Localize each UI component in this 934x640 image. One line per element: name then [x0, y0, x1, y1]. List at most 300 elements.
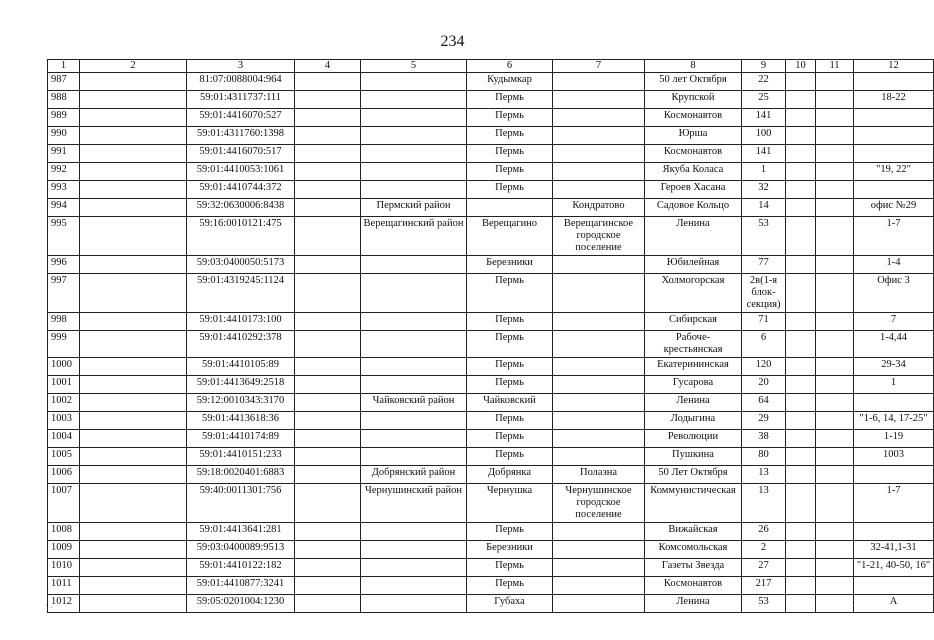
- table-cell: 13: [742, 466, 786, 484]
- table-cell: [361, 109, 467, 127]
- table-cell: [854, 394, 934, 412]
- table-cell: 1012: [48, 595, 80, 613]
- table-cell: 59:01:4311760:1398: [187, 127, 295, 145]
- table-cell: [786, 331, 816, 358]
- table-row: [48, 541, 934, 559]
- table-cell: 59:03:0400089:9513: [187, 541, 295, 559]
- table-cell: Ленина: [645, 394, 742, 412]
- table-row: [48, 466, 934, 484]
- table-cell: 141: [742, 109, 786, 127]
- table-cell: 990: [48, 127, 80, 145]
- column-header: 7: [553, 60, 645, 73]
- table-cell: Газеты Звезда: [645, 559, 742, 577]
- table-cell: 999: [48, 331, 80, 358]
- table-cell: [816, 430, 854, 448]
- table-cell: "1-6, 14, 17-25": [854, 412, 934, 430]
- table-cell: [553, 523, 645, 541]
- table-cell: 77: [742, 256, 786, 274]
- table-cell: [361, 274, 467, 313]
- table-cell: 59:01:4410174:89: [187, 430, 295, 448]
- table-cell: 1003: [854, 448, 934, 466]
- table-cell: Вижайская: [645, 523, 742, 541]
- table-cell: [295, 484, 361, 523]
- table-cell: 32-41,1-31: [854, 541, 934, 559]
- table-cell: 1007: [48, 484, 80, 523]
- column-header: 11: [816, 60, 854, 73]
- table-cell: Добрянский район: [361, 466, 467, 484]
- table-cell: Пермь: [467, 523, 553, 541]
- table-cell: [553, 313, 645, 331]
- table-row: [48, 430, 934, 448]
- table-cell: [361, 523, 467, 541]
- table-cell: [816, 145, 854, 163]
- table-row: [48, 331, 934, 358]
- column-header: 5: [361, 60, 467, 73]
- table-cell: [854, 577, 934, 595]
- table-cell: 59:01:4410151:233: [187, 448, 295, 466]
- table-cell: Пермь: [467, 559, 553, 577]
- table-cell: 2в(1-я блок-секция): [742, 274, 786, 313]
- table-cell: [80, 430, 187, 448]
- table-cell: 2: [742, 541, 786, 559]
- table-cell: [816, 73, 854, 91]
- table-row: [48, 484, 934, 523]
- table-cell: [80, 217, 187, 256]
- scan-noise: · .′: [45, 600, 55, 610]
- table-cell: 80: [742, 448, 786, 466]
- table-cell: 991: [48, 145, 80, 163]
- table-row: [48, 274, 934, 313]
- table-cell: 59:01:4416070:527: [187, 109, 295, 127]
- table-cell: [361, 331, 467, 358]
- table-cell: [786, 430, 816, 448]
- scan-noise: .: [852, 598, 855, 608]
- header-row: [48, 60, 934, 73]
- table-row: [48, 376, 934, 394]
- table-cell: [786, 181, 816, 199]
- table-cell: Пермь: [467, 331, 553, 358]
- table-cell: [80, 274, 187, 313]
- table-cell: [553, 181, 645, 199]
- table-cell: [553, 577, 645, 595]
- table-cell: 7: [854, 313, 934, 331]
- table-row: [48, 358, 934, 376]
- table-cell: [816, 331, 854, 358]
- table-row: [48, 145, 934, 163]
- table-cell: Крупской: [645, 91, 742, 109]
- table-cell: [816, 412, 854, 430]
- table-cell: 6: [742, 331, 786, 358]
- table-body: [48, 73, 934, 613]
- table-cell: [80, 448, 187, 466]
- table-cell: [295, 217, 361, 256]
- table-cell: 1010: [48, 559, 80, 577]
- table-cell: [553, 331, 645, 358]
- table-cell: 59:01:4410053:1061: [187, 163, 295, 181]
- table-cell: [786, 145, 816, 163]
- table-cell: [295, 274, 361, 313]
- table-cell: [361, 541, 467, 559]
- table-cell: Ленина: [645, 217, 742, 256]
- table-cell: Пермь: [467, 145, 553, 163]
- table-cell: [816, 217, 854, 256]
- table-cell: [786, 109, 816, 127]
- table-cell: 32: [742, 181, 786, 199]
- table-cell: [553, 541, 645, 559]
- table-cell: 59:01:4410877:3241: [187, 577, 295, 595]
- table-cell: [295, 430, 361, 448]
- table-cell: [361, 412, 467, 430]
- table-cell: [361, 313, 467, 331]
- table-cell: [816, 523, 854, 541]
- table-cell: [553, 127, 645, 145]
- table-row: [48, 577, 934, 595]
- table-cell: Пермь: [467, 358, 553, 376]
- table-cell: [786, 523, 816, 541]
- table-cell: Верещагино: [467, 217, 553, 256]
- table-cell: [553, 256, 645, 274]
- table-cell: 59:01:4410105:89: [187, 358, 295, 376]
- table-cell: [295, 358, 361, 376]
- table-row: [48, 199, 934, 217]
- table-cell: Екатерининская: [645, 358, 742, 376]
- table-cell: [80, 376, 187, 394]
- table-cell: 18-22: [854, 91, 934, 109]
- table-cell: [553, 412, 645, 430]
- table-cell: [361, 358, 467, 376]
- table-cell: [295, 331, 361, 358]
- table-cell: [295, 181, 361, 199]
- table-cell: Чернушинский район: [361, 484, 467, 523]
- table-cell: 993: [48, 181, 80, 199]
- table-cell: [295, 256, 361, 274]
- table-cell: 27: [742, 559, 786, 577]
- table-cell: [816, 448, 854, 466]
- table-cell: офис №29: [854, 199, 934, 217]
- table-cell: [816, 466, 854, 484]
- table-cell: [295, 523, 361, 541]
- table-cell: [295, 595, 361, 613]
- table-row: [48, 256, 934, 274]
- table-cell: [553, 109, 645, 127]
- table-cell: Сибирская: [645, 313, 742, 331]
- table-cell: 1004: [48, 430, 80, 448]
- table-cell: Офис 3: [854, 274, 934, 313]
- table-cell: [80, 484, 187, 523]
- table-cell: 59:01:4413641:281: [187, 523, 295, 541]
- table-cell: [361, 91, 467, 109]
- table-cell: [553, 274, 645, 313]
- table-cell: [816, 181, 854, 199]
- table-cell: [816, 541, 854, 559]
- table-cell: [553, 430, 645, 448]
- table-cell: [295, 466, 361, 484]
- table-cell: 996: [48, 256, 80, 274]
- table-row: [48, 91, 934, 109]
- table-cell: Пермь: [467, 181, 553, 199]
- table-cell: [854, 466, 934, 484]
- table-cell: [361, 595, 467, 613]
- table-cell: Пермь: [467, 274, 553, 313]
- table-cell: "19, 22": [854, 163, 934, 181]
- table-cell: [553, 559, 645, 577]
- table-row: [48, 559, 934, 577]
- table-cell: [816, 484, 854, 523]
- table-cell: Космонавтов: [645, 577, 742, 595]
- table-cell: 29-34: [854, 358, 934, 376]
- table-row: [48, 394, 934, 412]
- table-cell: Полазна: [553, 466, 645, 484]
- table-cell: [295, 376, 361, 394]
- table-cell: [295, 448, 361, 466]
- table-cell: [786, 376, 816, 394]
- table-cell: [361, 577, 467, 595]
- table-cell: 64: [742, 394, 786, 412]
- table-cell: [786, 541, 816, 559]
- table-cell: 71: [742, 313, 786, 331]
- table-cell: 1-4: [854, 256, 934, 274]
- table-cell: 1001: [48, 376, 80, 394]
- table-cell: 1: [742, 163, 786, 181]
- table-cell: [361, 430, 467, 448]
- table-cell: [816, 358, 854, 376]
- table-cell: 26: [742, 523, 786, 541]
- table-row: [48, 313, 934, 331]
- table-cell: [361, 448, 467, 466]
- table-cell: [80, 358, 187, 376]
- table-cell: 1: [854, 376, 934, 394]
- table-row: [48, 523, 934, 541]
- table-cell: [80, 577, 187, 595]
- table-cell: [80, 109, 187, 127]
- table-cell: Пермь: [467, 412, 553, 430]
- table-cell: [295, 559, 361, 577]
- table-cell: [816, 577, 854, 595]
- table-cell: [553, 358, 645, 376]
- table-cell: Пушкина: [645, 448, 742, 466]
- table-cell: [816, 199, 854, 217]
- table-cell: [80, 541, 187, 559]
- table-cell: [553, 448, 645, 466]
- table-cell: [816, 109, 854, 127]
- table-cell: [80, 313, 187, 331]
- table-cell: 25: [742, 91, 786, 109]
- table-cell: [816, 127, 854, 145]
- table-cell: [467, 199, 553, 217]
- table-cell: [786, 274, 816, 313]
- table-cell: 141: [742, 145, 786, 163]
- table-cell: 59:01:4410744:372: [187, 181, 295, 199]
- table-cell: 59:12:0010343:3170: [187, 394, 295, 412]
- table-cell: Юбилейная: [645, 256, 742, 274]
- table-cell: 59:03:0400050:5173: [187, 256, 295, 274]
- table-cell: Якуба Коласа: [645, 163, 742, 181]
- table-cell: 29: [742, 412, 786, 430]
- table-cell: [816, 256, 854, 274]
- table-cell: 14: [742, 199, 786, 217]
- table-cell: [786, 448, 816, 466]
- table-cell: 1000: [48, 358, 80, 376]
- column-header: 1: [48, 60, 80, 73]
- table-cell: 81:07:0088004:964: [187, 73, 295, 91]
- table-cell: 59:01:4410173:100: [187, 313, 295, 331]
- table-cell: [786, 577, 816, 595]
- table-cell: [80, 466, 187, 484]
- table-cell: Пермь: [467, 109, 553, 127]
- page-number: 234: [440, 33, 465, 50]
- table-cell: [786, 358, 816, 376]
- table-cell: [361, 145, 467, 163]
- table-cell: [361, 181, 467, 199]
- table-cell: 22: [742, 73, 786, 91]
- column-header: 10: [786, 60, 816, 73]
- table-cell: [786, 484, 816, 523]
- table-cell: [786, 412, 816, 430]
- table-cell: Пермь: [467, 163, 553, 181]
- table-cell: А: [854, 595, 934, 613]
- table-cell: Коммунистическая: [645, 484, 742, 523]
- table-row: [48, 217, 934, 256]
- table-cell: [553, 163, 645, 181]
- table-cell: [295, 199, 361, 217]
- table-cell: [361, 127, 467, 145]
- table-cell: [80, 523, 187, 541]
- table-cell: [361, 73, 467, 91]
- table-cell: [295, 412, 361, 430]
- table-cell: 998: [48, 313, 80, 331]
- table-cell: 59:01:4416070:517: [187, 145, 295, 163]
- table-cell: [786, 559, 816, 577]
- table-cell: 1-4,44: [854, 331, 934, 358]
- table-cell: 1009: [48, 541, 80, 559]
- table-cell: 120: [742, 358, 786, 376]
- table-cell: [854, 73, 934, 91]
- table-row: [48, 109, 934, 127]
- table-cell: [553, 145, 645, 163]
- table-cell: 1003: [48, 412, 80, 430]
- table-cell: Космонавтов: [645, 109, 742, 127]
- table-cell: 59:01:4410122:182: [187, 559, 295, 577]
- table-cell: [80, 595, 187, 613]
- table-cell: [786, 256, 816, 274]
- table-cell: 59:32:0630006:8438: [187, 199, 295, 217]
- table-cell: Чернушинское городское поселение: [553, 484, 645, 523]
- table-cell: 100: [742, 127, 786, 145]
- table-cell: 987: [48, 73, 80, 91]
- table-cell: [80, 412, 187, 430]
- table-cell: [854, 109, 934, 127]
- table-cell: 59:05:0201004:1230: [187, 595, 295, 613]
- table-cell: Рабоче-крестьянская: [645, 331, 742, 358]
- table-cell: Кудымкар: [467, 73, 553, 91]
- table-cell: [816, 91, 854, 109]
- table-cell: [553, 595, 645, 613]
- table-cell: Березники: [467, 256, 553, 274]
- table-cell: [80, 91, 187, 109]
- table-cell: Пермь: [467, 91, 553, 109]
- table-cell: Пермский район: [361, 199, 467, 217]
- table-cell: [816, 394, 854, 412]
- table-cell: Чернушка: [467, 484, 553, 523]
- table-cell: 53: [742, 217, 786, 256]
- table-cell: 53: [742, 595, 786, 613]
- table-cell: [553, 394, 645, 412]
- table-cell: [80, 559, 187, 577]
- table-cell: [295, 73, 361, 91]
- column-header: 12: [854, 60, 934, 73]
- table-row: [48, 163, 934, 181]
- table-cell: [361, 163, 467, 181]
- table-cell: Чайковский район: [361, 394, 467, 412]
- table-cell: 1008: [48, 523, 80, 541]
- table-cell: Пермь: [467, 376, 553, 394]
- table-cell: [295, 577, 361, 595]
- table-cell: Лодыгина: [645, 412, 742, 430]
- table-cell: [361, 256, 467, 274]
- table-cell: [553, 91, 645, 109]
- table-cell: Революции: [645, 430, 742, 448]
- table-cell: 59:01:4410292:378: [187, 331, 295, 358]
- table-cell: 989: [48, 109, 80, 127]
- table-cell: [80, 331, 187, 358]
- table-cell: [854, 523, 934, 541]
- table-cell: 1-19: [854, 430, 934, 448]
- table-cell: Космонавтов: [645, 145, 742, 163]
- table-cell: 988: [48, 91, 80, 109]
- table-cell: [816, 163, 854, 181]
- table-cell: Березники: [467, 541, 553, 559]
- registry-table: [47, 59, 934, 613]
- table-cell: 992: [48, 163, 80, 181]
- table-cell: Пермь: [467, 127, 553, 145]
- table-cell: 20: [742, 376, 786, 394]
- table-row: [48, 73, 934, 91]
- table-cell: 1-7: [854, 484, 934, 523]
- table-cell: [816, 274, 854, 313]
- table-cell: [854, 145, 934, 163]
- column-header: 3: [187, 60, 295, 73]
- table-cell: [816, 376, 854, 394]
- table-cell: 1-7: [854, 217, 934, 256]
- table-cell: Чайковский: [467, 394, 553, 412]
- table-cell: Героев Хасана: [645, 181, 742, 199]
- table-cell: [80, 163, 187, 181]
- table-cell: 59:18:0020401:6883: [187, 466, 295, 484]
- table-cell: [80, 73, 187, 91]
- column-header: 8: [645, 60, 742, 73]
- table-cell: [80, 127, 187, 145]
- table-cell: [295, 541, 361, 559]
- column-header: 9: [742, 60, 786, 73]
- table-cell: [854, 127, 934, 145]
- table-cell: [816, 559, 854, 577]
- table-cell: Пермь: [467, 430, 553, 448]
- table-cell: [786, 73, 816, 91]
- table-cell: [295, 163, 361, 181]
- table-cell: [553, 376, 645, 394]
- table-cell: Кондратово: [553, 199, 645, 217]
- table-cell: [361, 376, 467, 394]
- column-header: 4: [295, 60, 361, 73]
- table-cell: Верещагинское городское поселение: [553, 217, 645, 256]
- table-cell: [80, 199, 187, 217]
- table-cell: Пермь: [467, 313, 553, 331]
- table-cell: [295, 145, 361, 163]
- table-cell: Садовое Кольцо: [645, 199, 742, 217]
- table-row: [48, 127, 934, 145]
- table-cell: "1-21, 40-50, 16": [854, 559, 934, 577]
- table-cell: 59:01:4311737:111: [187, 91, 295, 109]
